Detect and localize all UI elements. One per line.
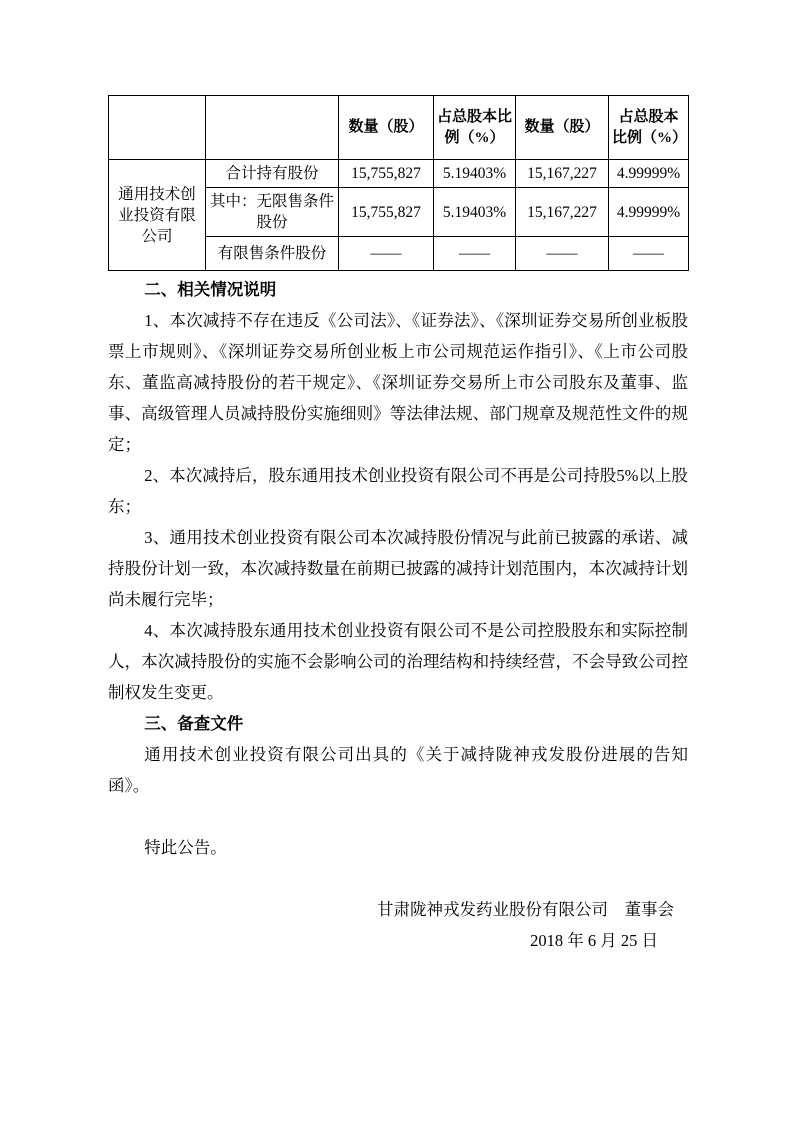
section-heading-related: 二、相关情况说明 — [144, 280, 277, 299]
cell-value: 15,167,227 — [516, 160, 609, 188]
cell-value: 5.19403% — [434, 160, 516, 188]
related-paragraph-2: 2、本次减持后，股东通用技术创业投资有限公司不再是公司持股5%以上股东； — [108, 466, 688, 516]
section-heading-reference: 三、备查文件 — [144, 714, 244, 733]
header-percent-before: 占总股本比例（%） — [434, 96, 516, 160]
closing-notice: 特此公告。 — [144, 838, 227, 857]
closing-date: 2018 年 6 月 25 日 — [530, 931, 658, 950]
closing-signature: 甘肃陇神戎发药业股份有限公司 董事会 — [377, 900, 674, 919]
row-label-restricted: 有限售条件股份 — [206, 237, 339, 271]
cell-value: 15,755,827 — [339, 160, 434, 188]
header-empty-cell — [206, 96, 339, 160]
cell-value: —— — [434, 237, 516, 271]
cell-value: 15,755,827 — [339, 188, 434, 237]
holdings-table — [108, 95, 689, 271]
cell-value: —— — [516, 237, 609, 271]
header-quantity-after: 数量（股） — [516, 96, 609, 160]
cell-value: —— — [339, 237, 434, 271]
document-content — [108, 95, 688, 956]
row-label-total: 合计持有股份 — [206, 160, 339, 188]
related-paragraph-1: 1、本次减持不存在违反《公司法》、《证券法》、《深圳证券交易所创业板股票上市规则》、《深圳证券交易所创业板上市公司规范运作指引》、《上市公司股东、董监高减持股份的若干规定》、《深圳证券交易所上市公司股东及董事、监事、高级管理人员减持股份实施细则》等法律法规、部门规章及规范性文件的规定； — [108, 311, 688, 454]
document-body — [108, 274, 688, 956]
cell-value: 5.19403% — [434, 188, 516, 237]
row-label-unrestricted: 其中：无限售条件股份 — [206, 188, 339, 237]
related-paragraph-3: 3、通用技术创业投资有限公司本次减持股份情况与此前已披露的承诺、减持股份计划一致，本次减持数量在前期已披露的减持计划范围内，本次减持计划尚未履行完毕； — [108, 528, 688, 609]
reference-paragraph: 通用技术创业投资有限公司出具的《关于减持陇神戎发股份进展的告知函》。 — [108, 745, 688, 795]
header-quantity-before: 数量（股） — [339, 96, 434, 160]
shareholder-name-cell: 通用技术创业投资有限公司 — [109, 160, 206, 271]
table-header-row — [109, 96, 689, 160]
cell-value: 15,167,227 — [516, 188, 609, 237]
table-row — [109, 160, 689, 188]
cell-value: 4.99999% — [609, 188, 689, 237]
cell-value: —— — [609, 237, 689, 271]
cell-value: 4.99999% — [609, 160, 689, 188]
header-empty-cell — [109, 96, 206, 160]
related-paragraph-4: 4、本次减持股东通用技术创业投资有限公司不是公司控股股东和实际控制人，本次减持股份的实施不会影响公司的治理结构和持续经营，不会导致公司控制权发生变更。 — [108, 621, 688, 702]
header-percent-after: 占总股本比例（%） — [609, 96, 689, 160]
